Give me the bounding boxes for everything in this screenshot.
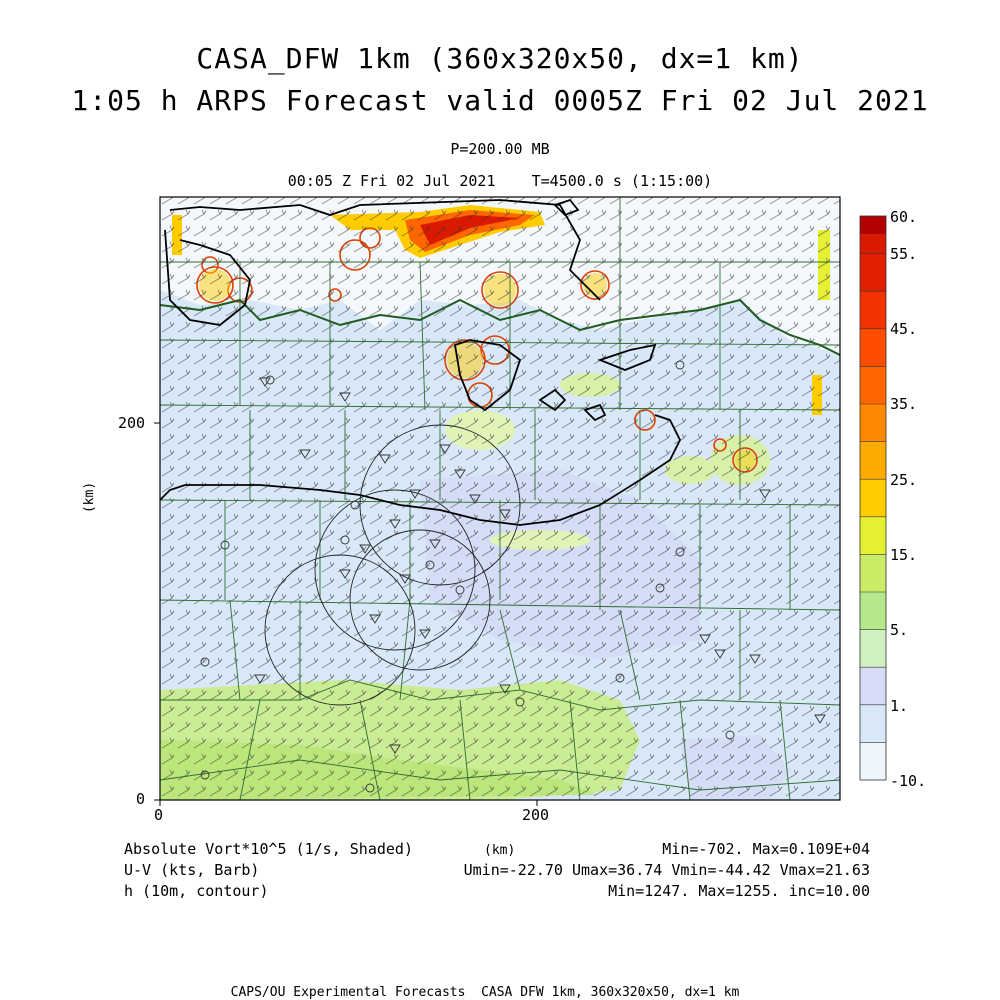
footer-credit: CAPS/OU Experimental Forecasts CASA DFW 1km, 360x320x50, dx=1 km xyxy=(230,985,740,1000)
legend-field-height: h (10m, contour) xyxy=(124,882,269,900)
legend-stats-vorticity: Min=-702. Max=0.109E+04 xyxy=(662,840,870,858)
colorbar-swatch-11 xyxy=(860,554,886,592)
colorbar-label-1: 1. xyxy=(890,697,909,715)
pressure-level: P=200.00 MB xyxy=(450,140,550,158)
x-axis-unit: (km) xyxy=(484,843,516,858)
colorbar-label-35: 35. xyxy=(890,395,918,413)
title-line-1: CASA_DFW 1km (360x320x50, dx=1 km) xyxy=(196,42,804,75)
legend-field-wind: U-V (kts, Barb) xyxy=(124,861,260,879)
wind-barbs xyxy=(160,197,840,800)
legend-stats-height: Min=1247. Max=1255. inc=10.00 xyxy=(608,882,870,900)
colorbar-swatch-16 xyxy=(860,742,886,780)
y-tick-200: 200 xyxy=(118,414,146,432)
colorbar-swatch-8 xyxy=(860,442,886,480)
colorbar-swatch-6 xyxy=(860,366,886,404)
colorbar-swatch-1 xyxy=(860,216,886,235)
x-tick-0: 0 xyxy=(154,806,164,824)
colorbar-swatch-7 xyxy=(860,404,886,442)
legend-field-vorticity: Absolute Vort*10^5 (1/s, Shaded) xyxy=(124,840,413,858)
y-tick-0: 0 xyxy=(136,790,146,808)
colorbar-label-45: 45. xyxy=(890,320,918,338)
colorbar-swatch-5 xyxy=(860,329,886,367)
colorbar-label-60: 60. xyxy=(890,208,918,226)
time-info: 00:05 Z Fri 02 Jul 2021 T=4500.0 s (1:15:00) xyxy=(287,172,713,190)
colorbar-label-5: 5. xyxy=(890,621,909,639)
colorbar-swatch-10 xyxy=(860,517,886,555)
title-line-2: 1:05 h ARPS Forecast valid 0005Z Fri 02 Jul 2021 xyxy=(71,84,929,117)
colorbar-swatch-9 xyxy=(860,479,886,517)
colorbar-swatch-13 xyxy=(860,630,886,668)
colorbar-label-25: 25. xyxy=(890,471,918,489)
colorbar-swatch-2 xyxy=(860,235,886,254)
x-tick-200: 200 xyxy=(522,806,550,824)
map-plot-area xyxy=(160,197,840,800)
colorbar-swatch-14 xyxy=(860,667,886,705)
colorbar-label-neg10: -10. xyxy=(890,772,927,790)
colorbar-swatch-15 xyxy=(860,705,886,743)
colorbar-label-55: 55. xyxy=(890,245,918,263)
y-axis-unit: (km) xyxy=(82,481,98,514)
colorbar-swatch-12 xyxy=(860,592,886,630)
colorbar-swatch-3 xyxy=(860,254,886,292)
colorbar-swatch-4 xyxy=(860,291,886,329)
legend-stats-wind: Umin=-22.70 Umax=36.74 Vmin=-44.42 Vmax=21.63 xyxy=(463,861,870,879)
colorbar xyxy=(860,216,886,780)
colorbar-label-15: 15. xyxy=(890,546,918,564)
